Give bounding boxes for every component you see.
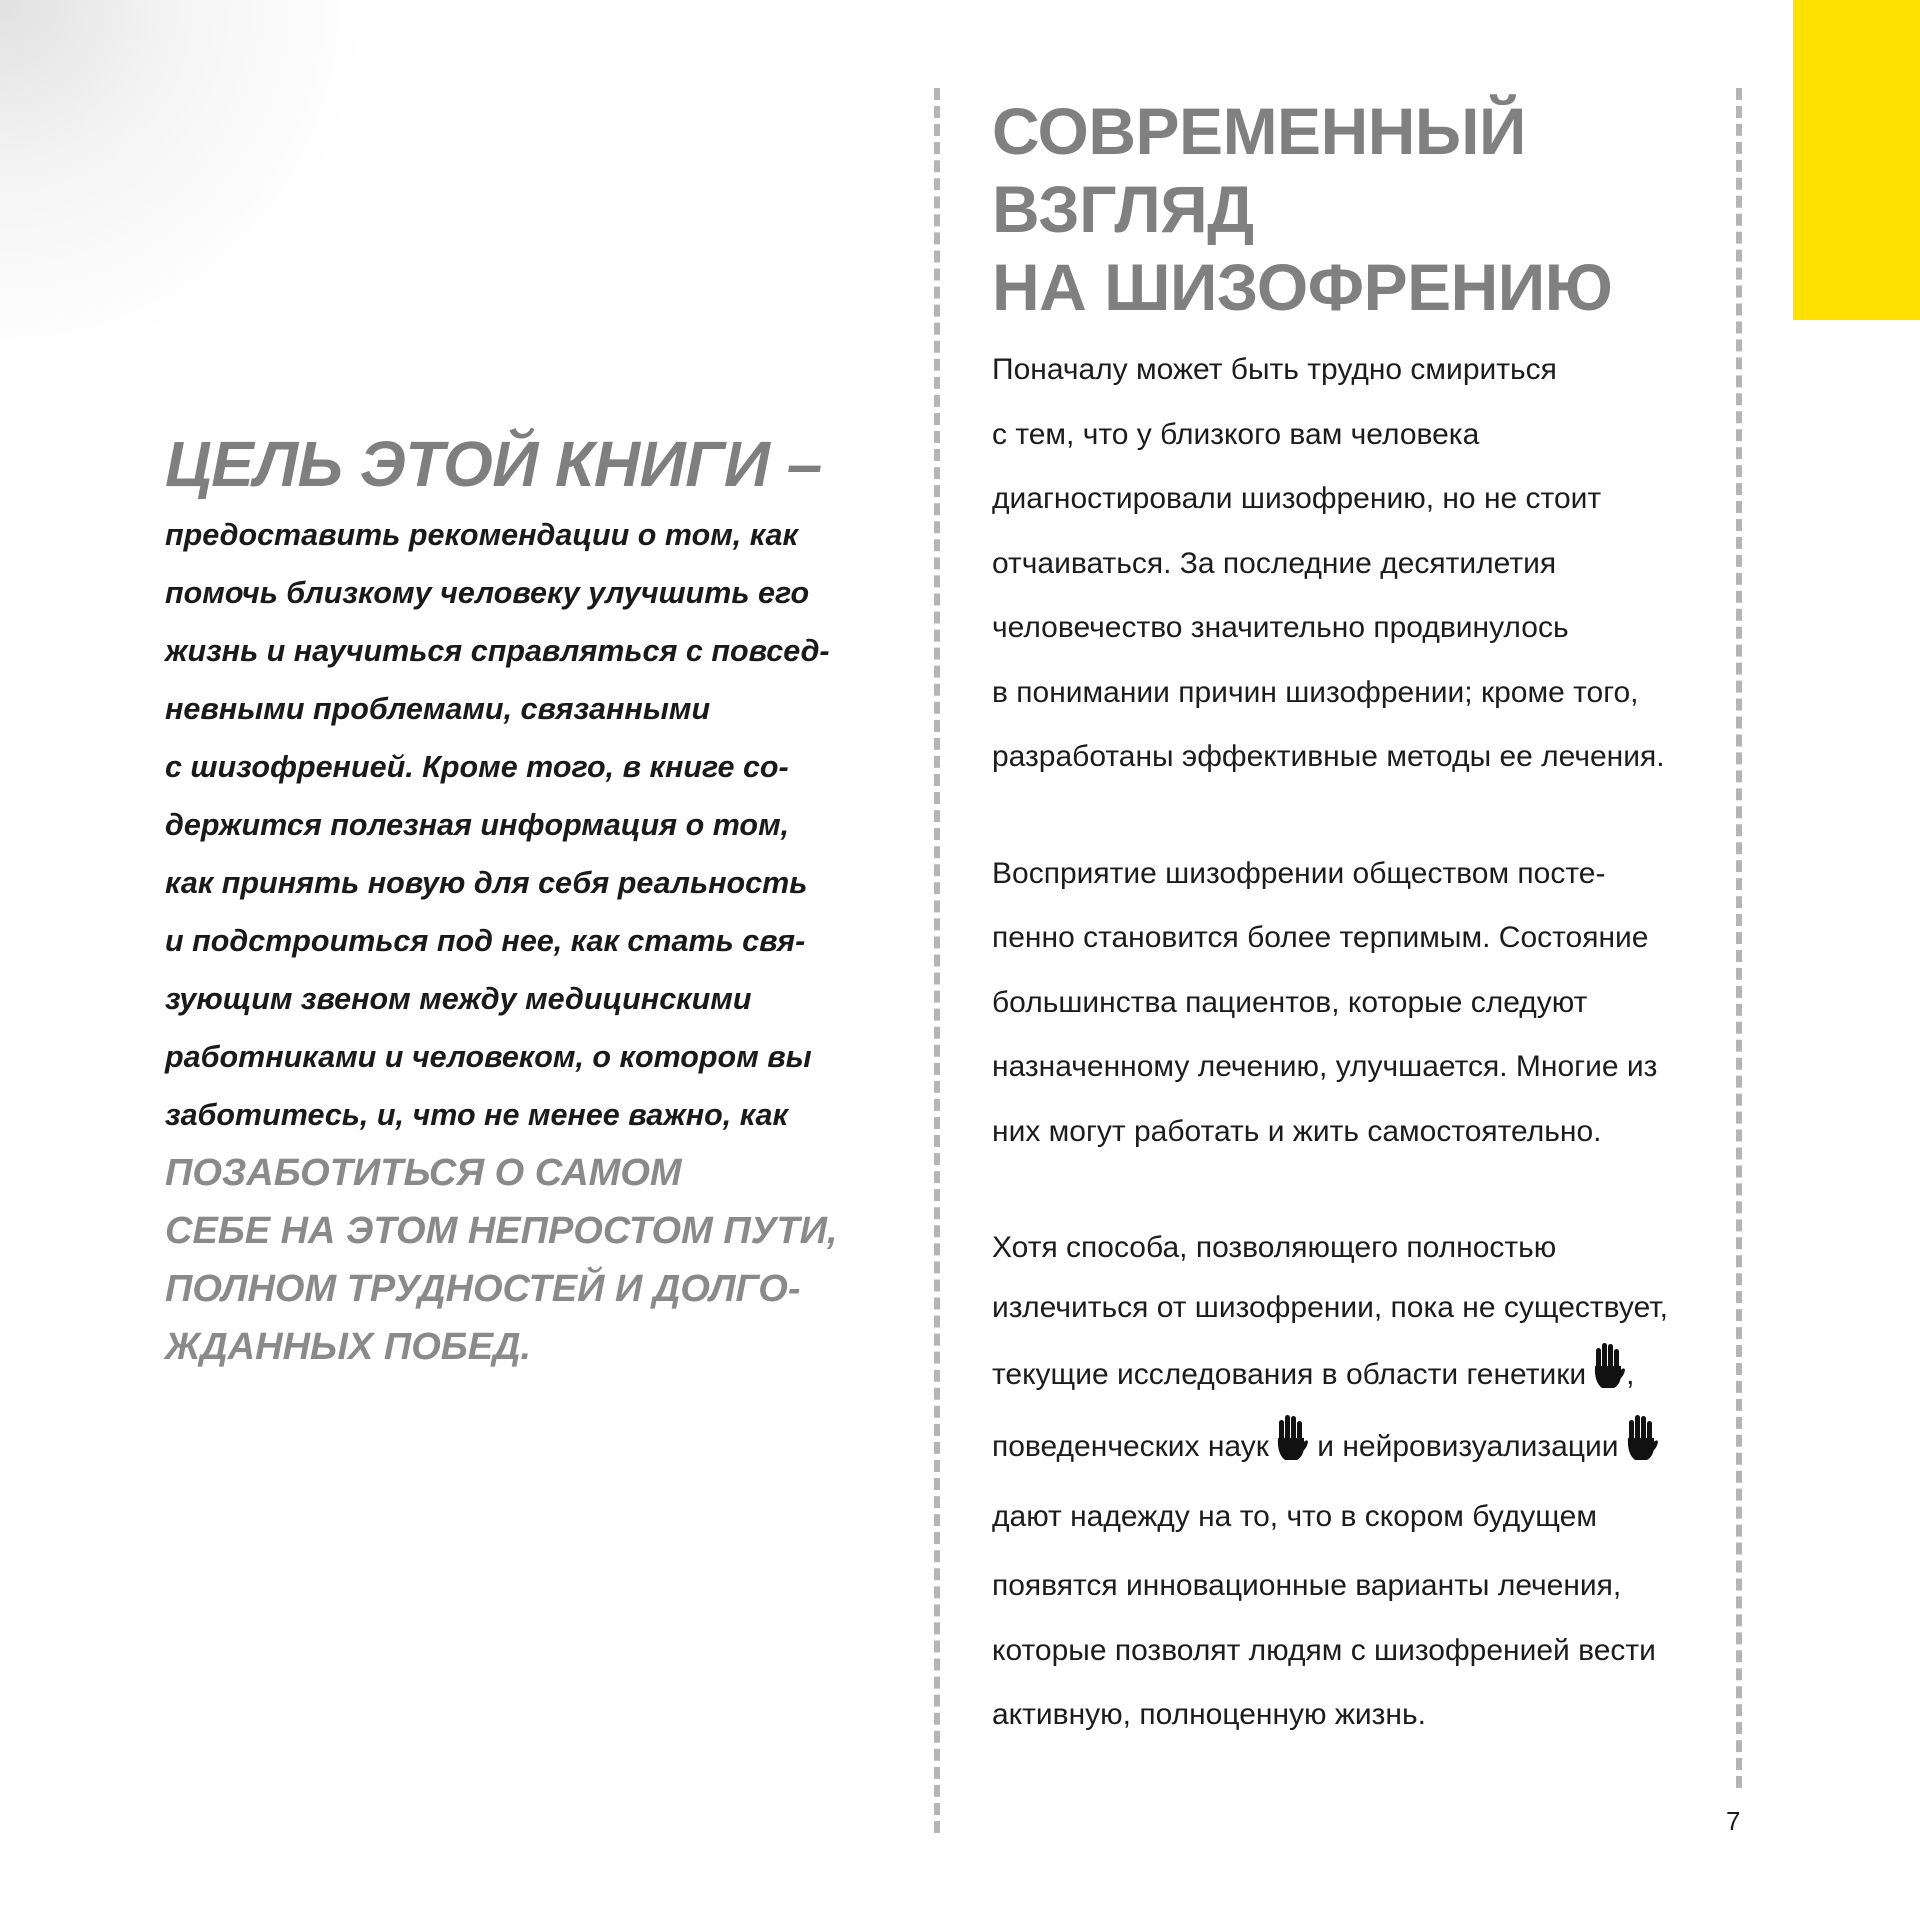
text-line: пенно становится более терпимым. Состояние	[992, 921, 1649, 954]
text-line: жизнь и научиться справляться с повсед-	[165, 634, 830, 668]
hand-icon	[1271, 1414, 1309, 1464]
paragraph-line: излечиться от шизофрении, пока не существует,	[992, 1291, 1669, 1324]
text-line: предоставить рекомендации о том, как	[165, 518, 798, 552]
paragraph-line: Хотя способа, позволяющего полностью	[992, 1231, 1557, 1264]
section-title-line-1: СОВРЕМЕННЫЙ ВЗГЛЯД	[992, 94, 1526, 246]
modern-view-section	[992, 92, 1722, 1748]
section-title-line-2: НА ШИЗОФРЕНИЮ	[992, 250, 1613, 324]
text-line: назначенному лечению, улучшается. Многие из	[992, 1050, 1658, 1083]
paragraph-3	[992, 1216, 1722, 1748]
dashed-divider-left	[934, 88, 940, 1833]
text-line: и подстроиться под нее, как стать свя-	[165, 924, 806, 958]
paragraph-line-text: и нейровизуализации	[1308, 1430, 1619, 1463]
text-line: в понимании причин шизофрении; кроме того,	[992, 675, 1639, 709]
text-line: большинства пациентов, которые следуют	[992, 985, 1588, 1019]
hand-icon	[1588, 1342, 1626, 1392]
text-line: диагностировали шизофрению, но не стоит	[992, 482, 1602, 515]
page-number: 7	[1726, 1806, 1741, 1836]
text-line: СЕБЕ НА ЭТОМ НЕПРОСТОМ ПУТИ,	[165, 1210, 838, 1252]
yellow-accent-tab	[1793, 0, 1920, 320]
paragraph-2	[992, 842, 1722, 1165]
text-line: ПОЛНОМ ТРУДНОСТЕЙ И ДОЛГО-	[165, 1268, 801, 1310]
book-goal-text	[165, 506, 885, 1144]
book-goal-emphasis	[165, 1144, 885, 1376]
text-line: заботитесь, и, что не менее важно, как	[165, 1098, 788, 1132]
paragraph-line-text: текущие исследования в области генетики	[992, 1358, 1587, 1391]
text-line: человечество значительно продвинулось	[992, 611, 1569, 644]
text-line: невными проблемами, связанными	[165, 692, 711, 726]
text-line: них могут работать и жить самостоятельно.	[992, 1114, 1602, 1148]
paragraph-line	[992, 1336, 1722, 1414]
book-goal-section	[165, 428, 885, 1376]
paragraph-line	[992, 1414, 1722, 1480]
dashed-divider-right	[1736, 88, 1742, 1788]
text-line: помочь близкому человеку улучшить его	[165, 576, 810, 610]
book-goal-title: ЦЕЛЬ ЭТОЙ КНИГИ –	[165, 428, 822, 500]
paragraph-line: которые позволят людям с шизофренией вести	[992, 1633, 1656, 1667]
text-line: с шизофренией. Кроме того, в книге со-	[165, 750, 789, 784]
paragraph-line: появятся инновационные варианты лечения,	[992, 1569, 1622, 1602]
text-line: Поначалу может быть трудно смириться	[992, 353, 1557, 386]
section-title	[992, 92, 1722, 326]
text-line: отчаиваться. За последние десятилетия	[992, 546, 1557, 580]
text-line: как принять новую для себя реальность	[165, 866, 808, 900]
text-line: с тем, что у близкого вам человека	[992, 417, 1480, 451]
text-line: Восприятие шизофрении обществом посте-	[992, 856, 1606, 890]
paragraph-line-text: ,	[1626, 1358, 1635, 1391]
paragraph-1	[992, 338, 1722, 790]
paragraph-line: активную, полноценную жизнь.	[992, 1698, 1426, 1731]
paragraph-line: дают надежду на то, что в скором будущем	[992, 1500, 1597, 1533]
text-line: держится полезная информация о том,	[165, 808, 790, 842]
paragraph-line-text: поведенческих наук	[992, 1430, 1269, 1463]
corner-shadow-decoration	[0, 0, 420, 420]
text-line: зующим звеном между медицинскими	[165, 982, 752, 1016]
hand-icon	[1621, 1414, 1659, 1464]
text-line: ПОЗАБОТИТЬСЯ О САМОМ	[165, 1152, 682, 1194]
text-line: ЖДАННЫХ ПОБЕД.	[165, 1326, 532, 1368]
text-line: разработаны эффективные методы ее лечения.	[992, 740, 1665, 773]
text-line: работниками и человеком, о котором вы	[165, 1040, 812, 1074]
